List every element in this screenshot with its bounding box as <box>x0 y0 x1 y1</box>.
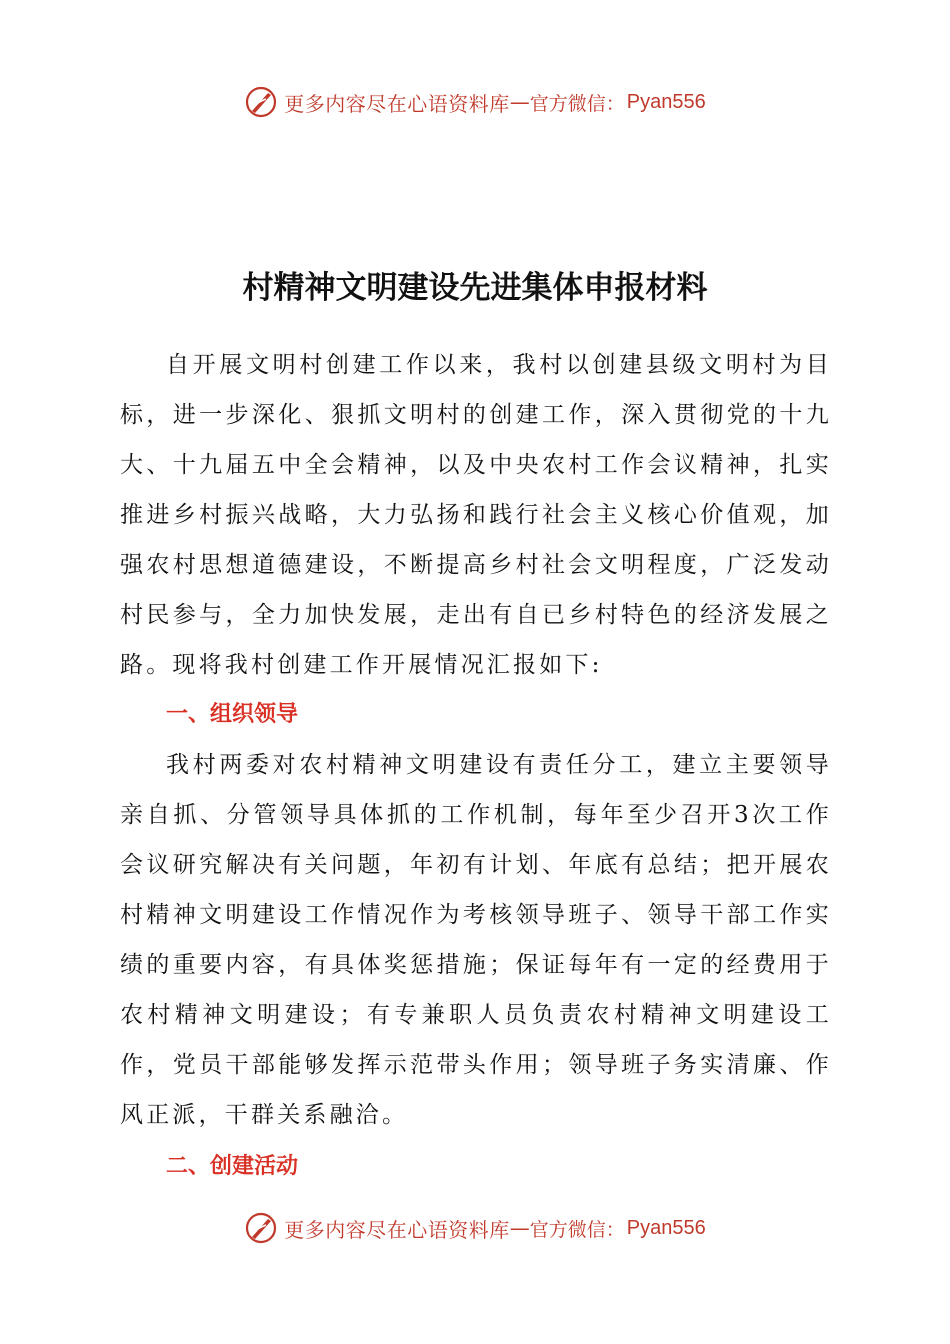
banner-wechat-label: 官方微信： <box>529 92 625 115</box>
section-heading-1: 一、组织领导 <box>166 702 299 727</box>
document-body <box>120 340 832 1192</box>
banner-wechat-id: Pyan556 <box>626 90 706 113</box>
banner-dash: — <box>509 90 530 114</box>
banner-text: 更多内容尽在心语资料库 <box>284 91 510 116</box>
banner-wechat-label: 官方微信： <box>529 1218 625 1241</box>
banner-dash: — <box>509 1216 530 1240</box>
quill-logo-icon <box>244 85 278 119</box>
section-body-1: 我村两委对农村精神文明建设有责任分工，建立主要领导亲自抓、分管领导具体抓的工作机制，每年至少召开3次工作会议研究解决有关问题，年初有计划、年底有总结；把开展农村精神文明建设工作情况作为考核领导班子、领导干部工作实绩的重要内容，有具体奖惩措施；保证每年有一定的经费用于农村精神文明建设；有专兼职人员负责农村精神文明建设工作，党员干部能够发挥示范带头作用；领导班子务实清廉、作风正派，干群关系融洽。 <box>120 752 832 1128</box>
document-title: 村精神文明建设先进集体申报材料 <box>242 270 708 306</box>
banner-wechat-id: Pyan556 <box>626 1216 706 1239</box>
header-banner <box>0 80 950 124</box>
intro-paragraph: 自开展文明村创建工作以来，我村以创建县级文明村为目标，进一步深化、狠抓文明村的创建工作，深入贯彻党的十九大、十九届五中全会精神，以及中央农村工作会议精神，扎实推进乡村振兴战略，大力弘扬和践行社会主义核心价值观，加强农村思想道德建设，不断提高乡村社会文明程度，广泛发动村民参与，全力加快发展，走出有自已乡村特色的经济发展之路。现将我村创建工作开展情况汇报如下: <box>120 352 832 678</box>
quill-logo-icon <box>244 1211 278 1245</box>
section-heading-2: 二、创建活动 <box>166 1154 299 1179</box>
banner-text: 更多内容尽在心语资料库 <box>284 1217 510 1242</box>
footer-banner <box>0 1206 950 1250</box>
